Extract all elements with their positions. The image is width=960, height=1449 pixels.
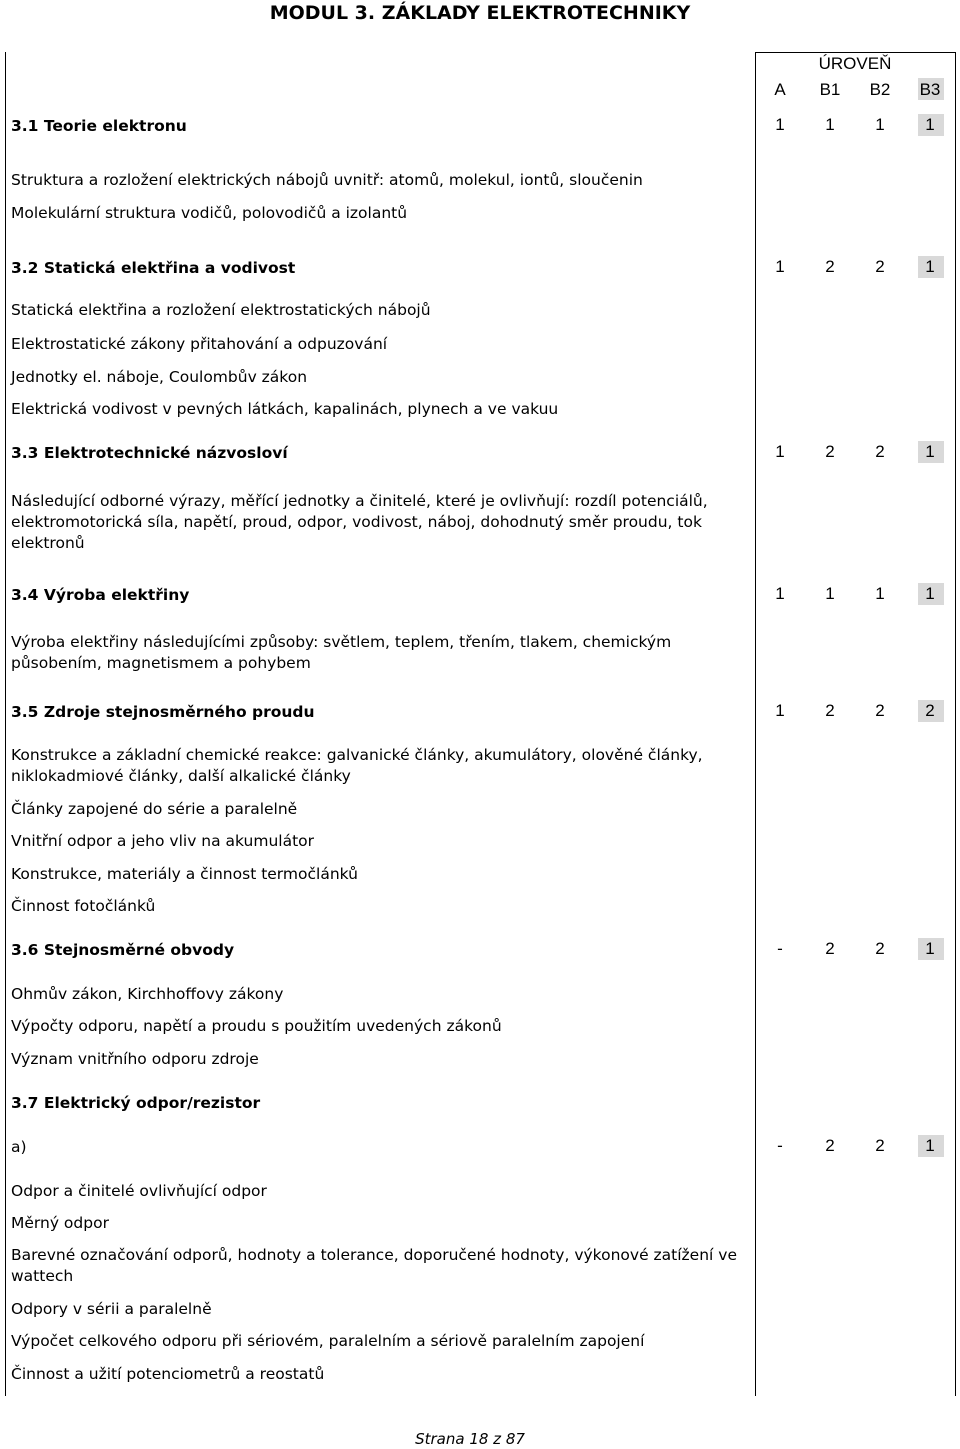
syllabus-item: Články zapojené do série a paralelně <box>11 800 298 818</box>
syllabus-item: Výpočet celkového odporu při sériovém, paralelním a sériově paralelním zapojení <box>11 1332 645 1350</box>
level-b1-value: 2 <box>825 939 835 958</box>
level-b3-value: 1 <box>925 1136 935 1155</box>
section-heading: 3.2 Statická elektřina a vodivost <box>11 259 296 277</box>
syllabus-item: a) <box>11 1138 27 1156</box>
level-a-value: 1 <box>775 257 785 276</box>
level-b3-value: 1 <box>925 939 935 958</box>
level-b3-value: 1 <box>925 257 935 276</box>
level-b2-value: 2 <box>875 257 885 276</box>
level-a-value: - <box>777 939 783 958</box>
syllabus-item: Elektrostatické zákony přitahování a odpuzování <box>11 335 388 353</box>
level-a-value: 1 <box>775 701 785 720</box>
syllabus-item: Statická elektřina a rozložení elektrostatických nábojů <box>11 301 431 319</box>
level-col-b1: B1 <box>819 80 841 99</box>
page-title: MODUL 3. ZÁKLADY ELEKTROTECHNIKY <box>269 2 691 24</box>
level-column-left-border <box>755 52 756 1396</box>
level-b1-value: 2 <box>825 701 835 720</box>
level-b1-value: 2 <box>825 442 835 461</box>
level-b2-value: 2 <box>875 442 885 461</box>
syllabus-item: Konstrukce, materiály a činnost termočlánků <box>11 865 358 883</box>
level-b2-value: 2 <box>875 939 885 958</box>
level-b1-value: 1 <box>825 584 835 603</box>
syllabus-item: Ohmův zákon, Kirchhoffovy zákony <box>11 985 284 1003</box>
syllabus-item: Odpor a činitelé ovlivňující odpor <box>11 1182 267 1200</box>
level-col-b3: B3 <box>919 80 941 99</box>
syllabus-item: Výroba elektřiny následujícími způsoby: světlem, teplem, třením, tlakem, chemickým působením, magnetismem a pohybem <box>11 633 672 672</box>
syllabus-item: Činnost fotočlánků <box>11 897 156 915</box>
section-heading: 3.1 Teorie elektronu <box>11 117 187 135</box>
syllabus-item: Konstrukce a základní chemické reakce: galvanické články, akumulátory, olověné články, niklokadmiové články, další alkalické články <box>11 746 703 785</box>
level-a-value: 1 <box>775 442 785 461</box>
table-right-border <box>955 52 956 1396</box>
syllabus-item: Význam vnitřního odporu zdroje <box>11 1050 259 1068</box>
section-heading: 3.5 Zdroje stejnosměrného proudu <box>11 703 315 721</box>
syllabus-item: Barevné označování odporů, hodnoty a tolerance, doporučené hodnoty, výkonové zatížení ve wattech <box>11 1246 737 1285</box>
level-b1-value: 1 <box>825 115 835 134</box>
level-b2-value: 1 <box>875 115 885 134</box>
level-b3-value: 1 <box>925 442 935 461</box>
level-col-b2: B2 <box>869 80 891 99</box>
level-b1-value: 2 <box>825 1136 835 1155</box>
level-header-top-border <box>755 52 956 53</box>
section-heading: 3.3 Elektrotechnické názvosloví <box>11 444 288 462</box>
syllabus-item: Výpočty odporu, napětí a proudu s použitím uvedených zákonů <box>11 1017 502 1035</box>
syllabus-item: Struktura a rozložení elektrických nábojů uvnitř: atomů, molekul, iontů, sloučenin <box>11 171 643 189</box>
syllabus-item: Následující odborné výrazy, měřící jednotky a činitelé, které je ovlivňují: rozdíl potenciálů, elektromotorická síla, napětí, proud, odpor, vodivost, náboj, dohodnutý směr proudu, tok elektronů <box>11 492 708 552</box>
level-a-value: 1 <box>775 584 785 603</box>
page-footer: Strana 18 z 87 <box>415 1430 525 1448</box>
level-a-value: - <box>777 1136 783 1155</box>
level-b3-value: 1 <box>925 115 935 134</box>
level-b2-value: 2 <box>875 1136 885 1155</box>
syllabus-item: Jednotky el. náboje, Coulombův zákon <box>11 368 308 386</box>
level-b2-value: 2 <box>875 701 885 720</box>
section-heading: 3.6 Stejnosměrné obvody <box>11 941 235 959</box>
section-heading: 3.4 Výroba elektřiny <box>11 586 190 604</box>
level-a-value: 1 <box>775 115 785 134</box>
syllabus-item: Měrný odpor <box>11 1214 109 1232</box>
level-b3-value: 1 <box>925 584 935 603</box>
syllabus-item: Molekulární struktura vodičů, polovodičů a izolantů <box>11 204 408 222</box>
level-header: ÚROVEŇ <box>818 54 892 73</box>
syllabus-item: Vnitřní odpor a jeho vliv na akumulátor <box>11 832 315 850</box>
level-b2-value: 1 <box>875 584 885 603</box>
table-left-border <box>5 52 6 1396</box>
level-b3-value: 2 <box>925 701 935 720</box>
level-col-a: A <box>774 80 786 99</box>
syllabus-item: Činnost a užití potenciometrů a reostatů <box>11 1365 325 1383</box>
level-b1-value: 2 <box>825 257 835 276</box>
section-heading: 3.7 Elektrický odpor/rezistor <box>11 1094 261 1112</box>
syllabus-item: Elektrická vodivost v pevných látkách, kapalinách, plynech a ve vakuu <box>11 400 559 418</box>
syllabus-item: Odpory v sérii a paralelně <box>11 1300 212 1318</box>
